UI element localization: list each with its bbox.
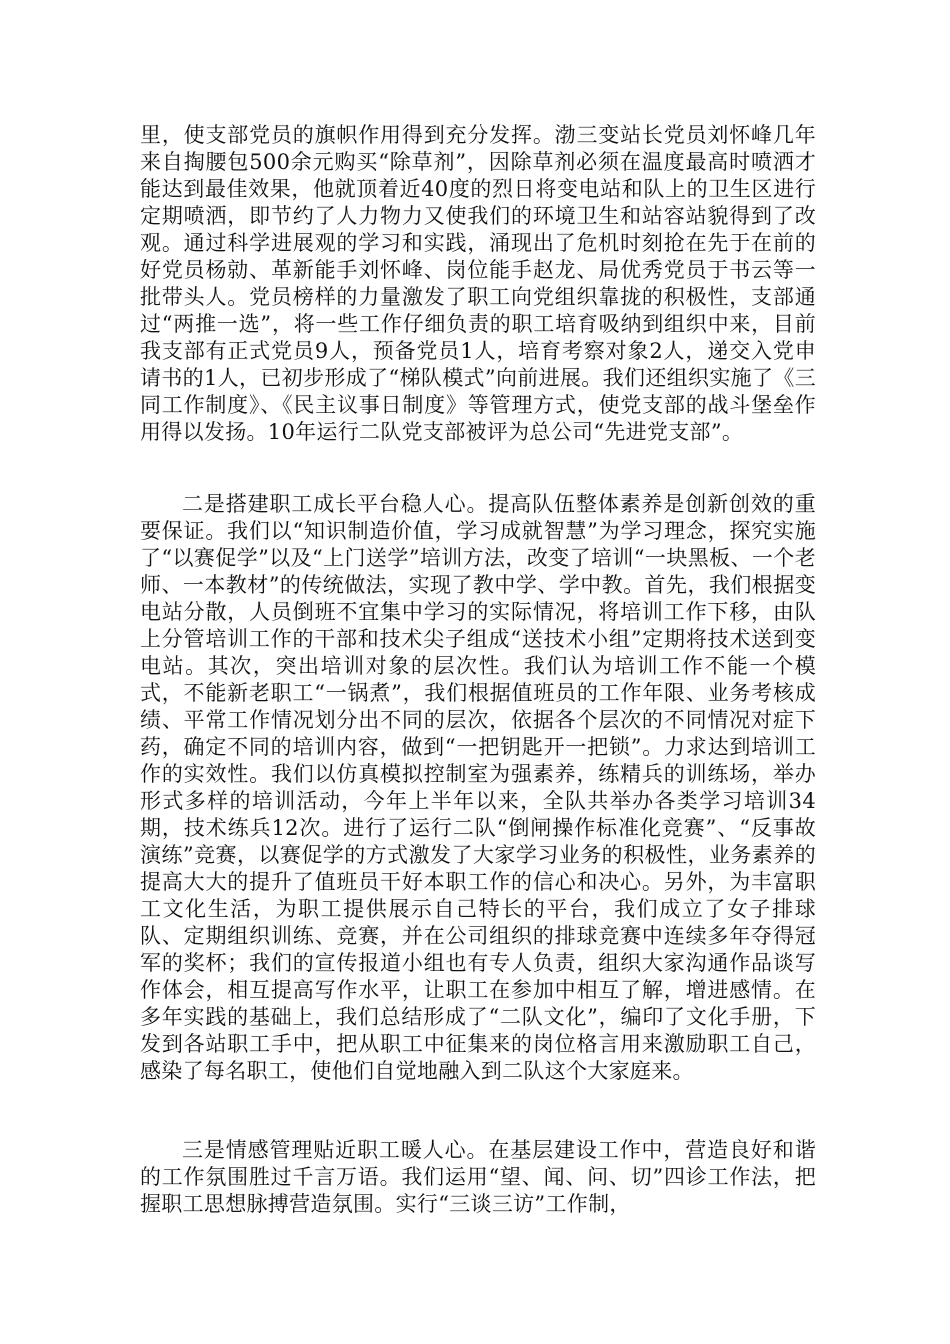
- paragraph-growth-platform: 二是搭建职工成长平台稳人心。提高队伍整体素养是创新创效的重要保证。我们以“知识制造价值，学习成就智慧”为学习理念，探究实施了“以赛促学”以及“上门送学”培训方法，改变了培训“一块黑板、一个老师、一本教材”的传统做法，实现了教中学、学中教。首先，我们根据变电站分散，人员倒班不宜集中学习的实际情况，将培训工作下移，由队上分管培训工作的干部和技术尖子组成“送技术小组”定期将技术送到变电站。其次，突出培训对象的层次性。我们认为培训工作不能一个模式，不能新老职工“一锅煮”，我们根据值班员的工作年限、业务考核成绩、平常工作情况划分出不同的层次，依据各个层次的不同情况对症下药，确定不同的培训内容，做到“一把钥匙开一把锁”。力求达到培训工作的实效性。我们以仿真模拟控制室为强素养，练精兵的训练场，举办形式多样的培训活动，今年上半年以来，全队共举办各类学习培训34期，技术练兵12次。进行了运行二队“倒闸操作标准化竞赛”、“反事故演练”竞赛，以赛促学的方式激发了大家学习业务的积极性，业务素养的提高大大的提升了值班员干好本职工作的信心和决心。另外，为丰富职工文化生活，为职工提供展示自己特长的平台，我们成立了女子排球队、定期组织训练、竞赛，并在公司组织的排球竞赛中连续多年夺得冠军的奖杯；我们的宣传报道小组也有专人负责，组织大家沟通作品谈写作体会，相互提高写作水平，让职工在参加中相互了解，增进感情。在多年实践的基础上，我们总结形成了“二队文化”，编印了文化手册，下发到各站职工手中，把从职工中征集来的岗位格言用来激励职工自己，感染了每名职工，使他们自觉地融入到二队这个大家庭来。: [140, 492, 816, 1083]
- paragraph-party-branch: 里，使支部党员的旗帜作用得到充分发挥。渤三变站长党员刘怀峰几年来自掏腰包500余元购买“除草剂”，因除草剂必须在温度最高时喷洒才能达到最佳效果，他就顶着近40度的烈日将变电站和队上的卫生区进行定期喷洒，即节约了人力物力又使我们的环境卫生和站容站貌得到了改观。通过科学进展观的学习和实践，涌现出了危机时刻抢在先于在前的好党员杨勍、革新能手刘怀峰、岗位能手赵龙、局优秀党员于书云等一批带头人。党员榜样的力量激发了职工向党组织靠拢的积极性，支部通过“两推一选”，将一些工作仔细负责的职工培育吸纳到组织中来，目前我支部有正式党员9人，预备党员1人，培育考察对象2人，递交入党申请书的1人，已初步形成了“梯队模式”向前进展。我们还组织实施了《三同工作制度》、《民主议事日制度》等管理方式，使党支部的战斗堡垒作用得以发扬。10年运行二队党支部被评为总公司“先进党支部”。: [140, 123, 816, 444]
- paragraph-emotional-management: 三是情感管理贴近职工暖人心。在基层建设工作中，营造良好和谐的工作氛围胜过千言万语。我们运用“望、闻、问、切”四诊工作法，把握职工思想脉搏营造氛围。实行“三谈三访”工作制，: [140, 1138, 816, 1216]
